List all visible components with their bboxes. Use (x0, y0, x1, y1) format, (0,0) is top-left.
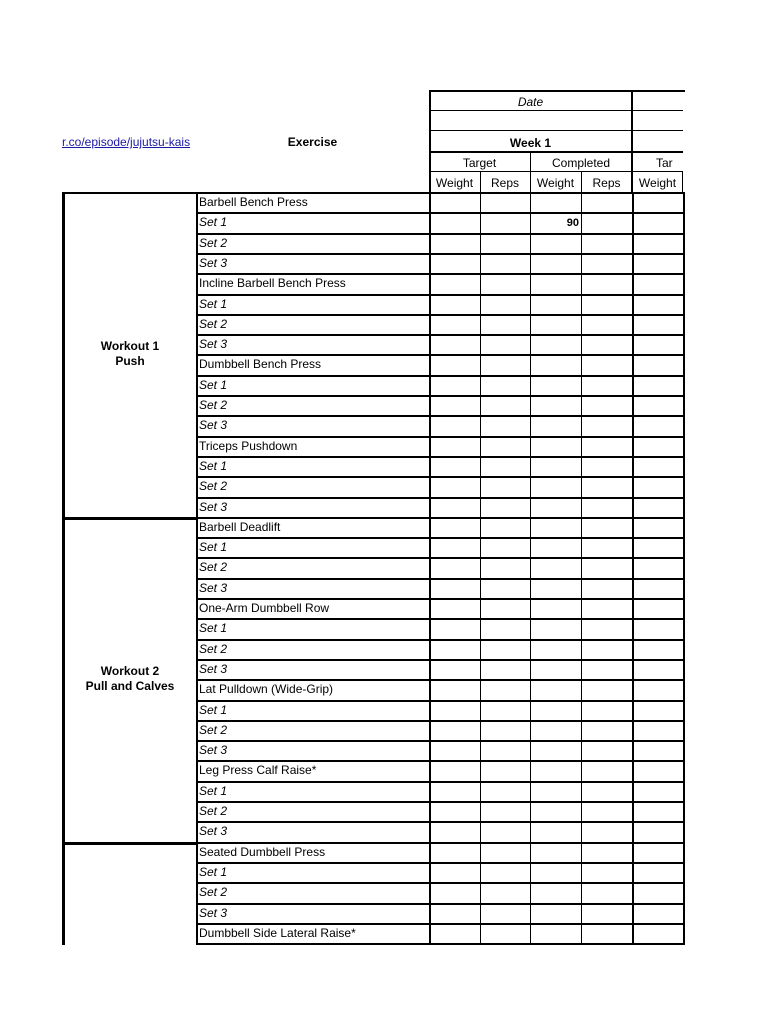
set-row-label: Set 1 (199, 865, 228, 879)
set-row-label: Set 3 (199, 743, 228, 757)
row-line (196, 943, 685, 945)
reps-target-header: Reps (490, 176, 519, 190)
data-column-line (480, 192, 481, 945)
workout-2-title: Workout 2 (100, 664, 160, 678)
set-row-label: Set 1 (199, 540, 228, 554)
exercise-column-left (196, 192, 198, 945)
cell-completed-weight-set1[interactable]: 90 (566, 217, 579, 229)
set-row-label: Set 3 (199, 662, 228, 676)
exercise-row-label: Dumbbell Side Lateral Raise* (199, 926, 356, 940)
exercise-row-label: Seated Dumbbell Press (199, 845, 326, 859)
exercise-row-label: Incline Barbell Bench Press (199, 276, 346, 290)
workout-1-subtitle: Push (115, 354, 145, 368)
workout-2-label (65, 664, 195, 694)
header-left-border (429, 90, 431, 193)
exercise-row-label: One-Arm Dumbbell Row (199, 601, 330, 615)
header-line (429, 151, 683, 153)
exercise-row-label: Dumbbell Bench Press (199, 357, 322, 371)
set-row-label: Set 1 (199, 215, 228, 229)
exercise-row-label: Barbell Bench Press (199, 195, 308, 209)
header-top-line (429, 90, 685, 92)
workout-block-line (62, 842, 198, 845)
set-row-label: Set 3 (199, 500, 228, 514)
workout-block-line (62, 517, 198, 520)
set-row-label: Set 1 (199, 297, 228, 311)
set-row-label: Set 3 (199, 418, 228, 432)
workout-block-line (62, 192, 198, 194)
weight-next-week-header: Weight (638, 176, 677, 190)
header-divider (581, 171, 582, 193)
header-divider (530, 151, 531, 193)
exercise-row-label: Barbell Deadlift (199, 520, 281, 534)
set-row-label: Set 2 (199, 804, 228, 818)
target-header: Target (462, 156, 497, 170)
data-column-line (683, 192, 685, 945)
exercise-row-label: Triceps Pushdown (199, 439, 298, 453)
set-row-label: Set 2 (199, 560, 228, 574)
data-column-line (530, 192, 531, 945)
set-row-label: Set 3 (199, 337, 228, 351)
header-divider (682, 171, 683, 193)
reps-completed-header: Reps (592, 176, 621, 190)
workout-column-left (62, 192, 65, 945)
workout-1-title: Workout 1 (100, 339, 160, 353)
data-column-line (429, 192, 431, 945)
weight-target-header: Weight (435, 176, 474, 190)
set-row-label: Set 1 (199, 703, 228, 717)
header-line (429, 171, 683, 172)
episode-link[interactable]: r.co/episode/jujutsu-kais (62, 135, 191, 149)
set-row-label: Set 3 (199, 256, 228, 270)
set-row-label: Set 2 (199, 723, 228, 737)
set-row-label: Set 3 (199, 581, 228, 595)
week-divider (631, 90, 633, 193)
workout-2-subtitle: Pull and Calves (85, 679, 175, 693)
set-row-label: Set 1 (199, 784, 228, 798)
data-column-line (581, 192, 582, 945)
workout-1-label (65, 339, 195, 369)
set-row-label: Set 2 (199, 317, 228, 331)
exercise-header: Exercise (287, 135, 338, 149)
set-row-label: Set 1 (199, 459, 228, 473)
set-row-label: Set 1 (199, 621, 228, 635)
set-row-label: Set 3 (199, 824, 228, 838)
set-row-label: Set 2 (199, 236, 228, 250)
header-line (429, 130, 683, 131)
exercise-row-label: Leg Press Calf Raise* (199, 763, 317, 777)
completed-header: Completed (551, 156, 611, 170)
date-header: Date (517, 95, 544, 109)
set-row-label: Set 2 (199, 398, 228, 412)
set-row-label: Set 2 (199, 642, 228, 656)
weight-completed-header: Weight (536, 176, 575, 190)
set-row-label: Set 1 (199, 378, 228, 392)
week-header: Week 1 (509, 136, 552, 150)
exercise-row-label: Lat Pulldown (Wide-Grip) (199, 682, 334, 696)
header-line (429, 110, 683, 111)
data-column-line (632, 192, 634, 945)
header-divider (480, 171, 481, 193)
set-row-label: Set 2 (199, 479, 228, 493)
target-header-next-week: Tar (656, 156, 673, 170)
set-row-label: Set 2 (199, 885, 228, 899)
set-row-label: Set 3 (199, 906, 228, 920)
